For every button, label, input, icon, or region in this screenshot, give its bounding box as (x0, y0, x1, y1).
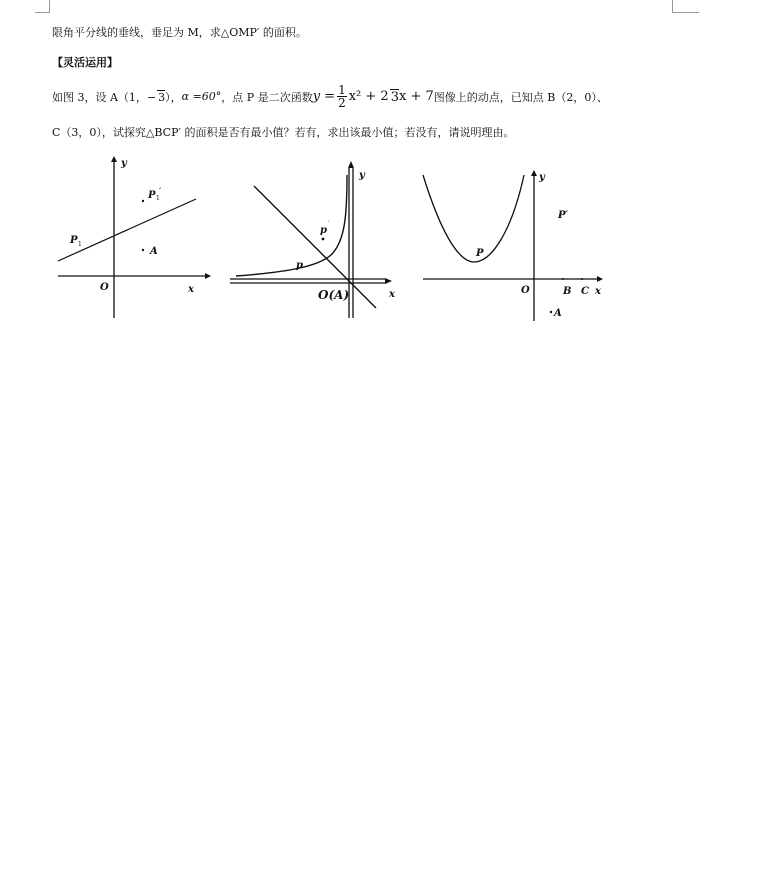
fig1-label-x: x (188, 284, 194, 295)
alpha-value: α =60° (181, 90, 222, 103)
equation-sqrt-3: 3 (390, 89, 399, 105)
fig3-label-o: O (521, 285, 530, 296)
fig1-label-p1prime: P (148, 190, 156, 201)
equation-y: y = (312, 89, 336, 104)
fig2-label-p: p (296, 260, 303, 271)
fig3-label-c: C (581, 286, 589, 297)
fig1-label-p1prime-sub: 1 (156, 195, 160, 202)
fig2-label-x: x (389, 289, 395, 300)
fig1-label-p1: P (70, 235, 78, 246)
fig1-label-o: O (100, 282, 109, 293)
equation-part-a: x² + 2 (348, 89, 389, 104)
fig3-parabola (423, 175, 524, 262)
fig3-label-x: x (595, 286, 601, 297)
fig3-point-b (562, 278, 564, 280)
fraction-numerator: 1 (338, 83, 346, 97)
fig1-label-p1-sub: 1 (78, 241, 82, 248)
fig3-y-arrow (531, 170, 537, 176)
text-line-1: 限角平分线的垂线，垂足为 M，求△OMP′ 的面积。 (52, 26, 307, 39)
text-line-4: C（3，0），试探究△BCP′ 的面积是否有最小值？若有，求出该最小值；若没有，请说明理由。 (52, 126, 515, 139)
fig2-label-y: y (359, 170, 365, 181)
fraction-denominator: 2 (338, 96, 346, 110)
fig2-label-oa: O(A) (318, 288, 350, 302)
sqrt-3: 3 (158, 90, 166, 104)
fig3-label-a: A (554, 308, 562, 319)
fig2-label-pprime: p (320, 225, 327, 236)
section-heading: 【灵活运用】 (52, 56, 118, 69)
fig1-label-p1prime-mark: ′ (159, 187, 162, 198)
fig3-label-y: y (539, 172, 545, 183)
fig3-label-p: P (476, 248, 484, 259)
line3-part-c: ，点 P 是二次函数 (221, 90, 313, 104)
line3-part-d: 图像上的动点，已知点 B（2，0）、 (433, 90, 608, 104)
fig3-point-c (581, 278, 583, 280)
fig2-label-pprime-mark: ′ (328, 220, 330, 228)
fig3-label-b: B (563, 286, 572, 297)
equation-part-b: x + 7 (398, 89, 434, 104)
fig3-x-arrow (597, 276, 603, 282)
fig3-label-pprime: P′ (558, 210, 569, 221)
fig1-label-a: A (150, 246, 158, 257)
fig3-point-a (550, 311, 552, 313)
fig1-label-y: y (121, 158, 127, 169)
line3-part-a: 如图 3，设 A（1，− (52, 90, 157, 104)
line3-part-b: ）， (165, 90, 182, 104)
